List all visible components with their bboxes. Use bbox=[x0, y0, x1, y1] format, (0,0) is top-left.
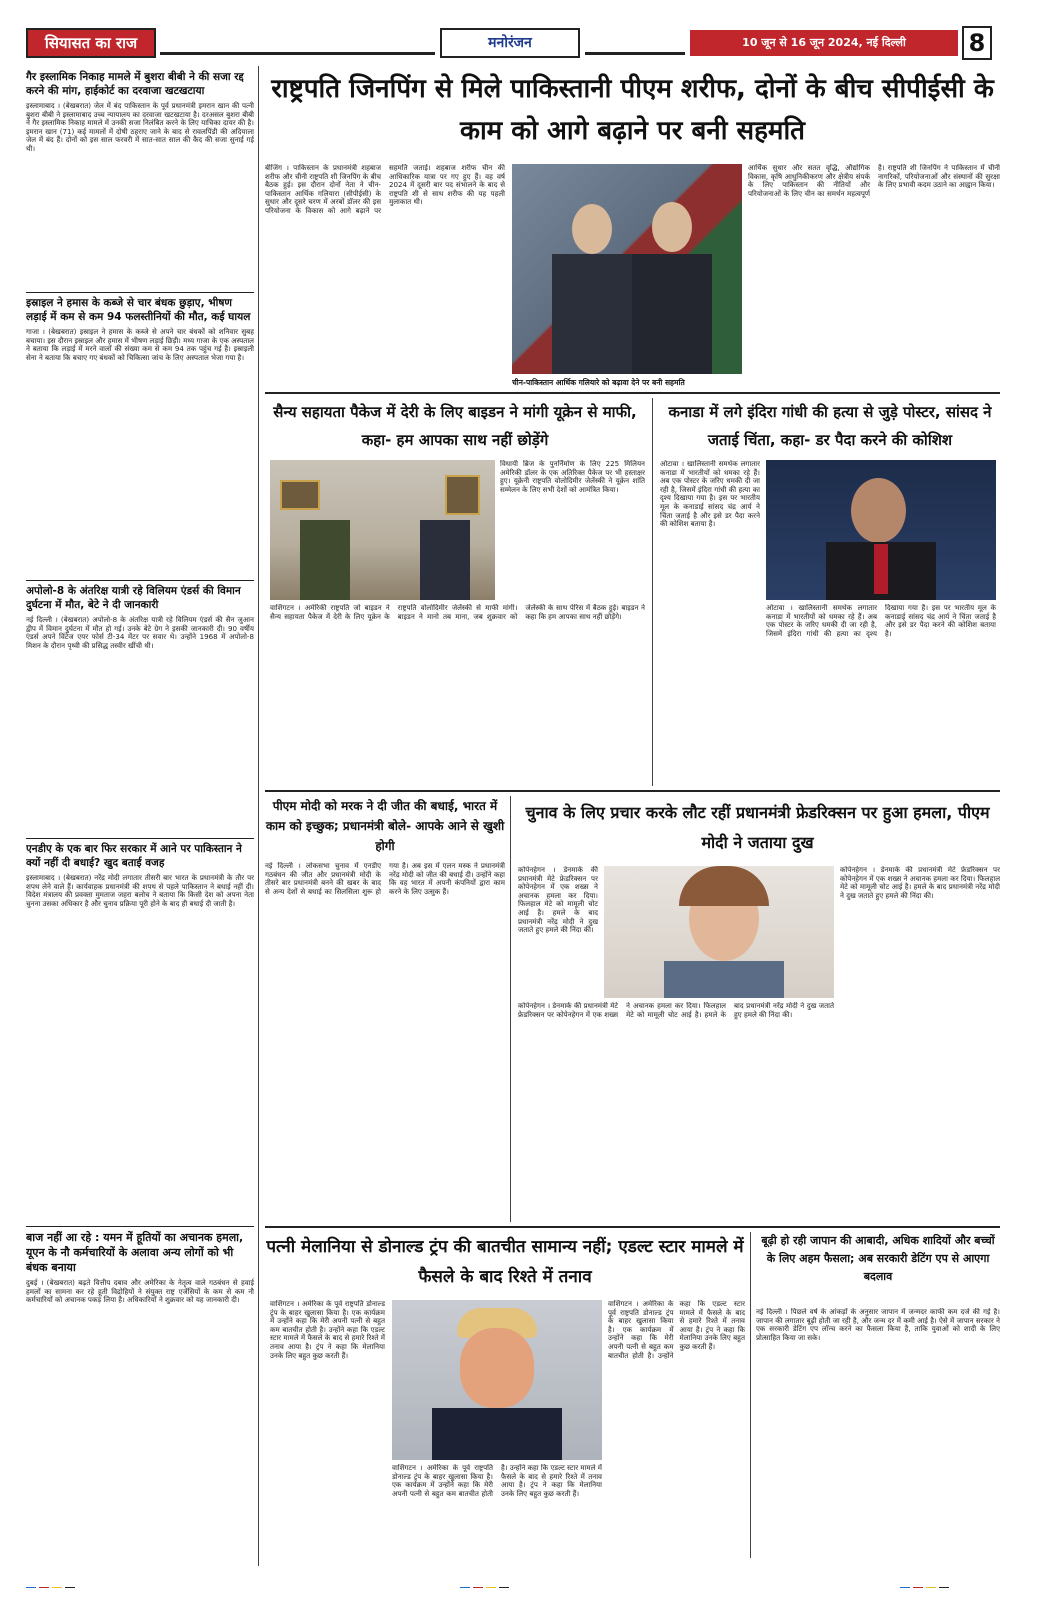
lower-rule bbox=[265, 1226, 1000, 1228]
pakistan-congrats-story bbox=[26, 842, 254, 1222]
trump-body3: वाशिंगटन । अमेरिका के पूर्व राष्ट्रपति डोनाल्ड ट्रंप के बाहर खुलासा किया है। एक कार्यक्रम में उन्होंने कहा कि मेरी अपनी पत्नी से बहुत कम बातचीत होती है। उन्होंने कहा कि एडल्ट स्टार मामले में फैसले के बाद से हमारे रिश्ते में तनाव आया है। ट्रंप ने कहा कि मेलानिया उनके लिए बहुत कुछ करती हैं। bbox=[608, 1300, 745, 1360]
lead-body-col2: आर्थिक सुधार और सतत वृद्धि, औद्योगिक विकास, कृषि आधुनिकीकरण और क्षेत्रीय संपर्क के लिए पाकिस्तान की नीतियों और परियोजनाओं के लिए चीन का समर्थन महत्वपूर्ण है। राष्ट्रपति शी जिनपिंग ने पाकिस्तान में चीनी नागरिकों, परियोजनाओं और संस्थानों की सुरक्षा के लिए प्रभावी कदम उठाने का आह्वान किया। bbox=[748, 164, 1000, 198]
ukraine-headline: सैन्य सहायता पैकेज में देरी के लिए बाइडन ने मांगी यूक्रेन से माफी, कहा- हम आपका साथ नहीं छोड़ेंगे bbox=[273, 403, 637, 449]
denmark-headline: चुनाव के लिए प्रचार करके लौट रहीं प्रधानमंत्री फ्रेडरिक्सन पर हुआ हमला, पीएम मोदी ने जताया दुख bbox=[525, 803, 990, 852]
frederiksen-photo bbox=[604, 866, 834, 998]
israel-story bbox=[26, 296, 254, 576]
left-rule-4 bbox=[26, 1226, 254, 1227]
footer-color-marks-left bbox=[26, 1578, 146, 1588]
ukraine-body: वाशिंगटन । अमेरिकी राष्ट्रपति जो बाइडन ने सैन्य सहायता पैकेज में देरी के लिए यूक्रेन के राष्ट्रपति वोलोदिमीर जेलेंस्की से माफी मांगी। बाइडन ने मानो तब माना, जब शुक्रवार को जेलेंस्की के साथ पेरिस में बैठक हुई। बाइडन ने कहा कि हम आपका साथ नहीं छोड़ेंगे। bbox=[270, 604, 645, 621]
indira-headline: कनाडा में लगे इंदिरा गांधी की हत्या से जुड़े पोस्टर, सांसद ने जताई चिंता, कहा- डर पैदा करने की कोशिश bbox=[668, 403, 992, 449]
ukraine-indira-divider bbox=[652, 398, 653, 786]
modi-denmark-divider bbox=[510, 796, 511, 1222]
bushra-story bbox=[26, 70, 254, 290]
apollo-body: नई दिल्ली । (बेखबरात) अपोलो-8 के अंतरिक्ष यात्री रहे विलियम एंडर्स की सैन जुआन द्वीप में विमान दुर्घटना में मौत हो गई। उनके बेटे ग्रेग ने इसकी जानकारी दी। 90 वर्षीय एंडर्स अपने विंटेज एयर फोर्स टी-34 मेंटर पर सवार थे। उन्होंने 1968 में अपोलो-8 मिशन के दौरान पृथ्वी की प्रसिद्ध तस्वीर खींची थी। bbox=[26, 615, 254, 650]
indira-body2: ओटावा । खालिस्तानी समर्थक लगातार कनाडा में भारतीयों को धमका रहे हैं। अब एक पोस्टर के जरिए धमकी दी जा रही है, जिसमें इंदिरा गांधी की हत्या का दृश्य दिखाया गया है। इस पर भारतीय मूल के कनाडाई सांसद चंद्र आर्य ने चिंता जताई है और इसे डर पैदा करने की कोशिश बताया है। bbox=[766, 604, 996, 638]
modi-mark-body: नई दिल्ली । लोकसभा चुनाव में एनडीए गठबंधन की जीत और प्रधानमंत्री मोदी के तीसरे बार प्रधानमंत्री बनने की खबर के बाद से अन्य देशों से बधाई का सिलसिला शुरू हो गया है। अब इस में एलन मस्क ने प्रधानमंत्री नरेंद्र मोदी को जीत की बधाई दी। उन्होंने कहा कि वह भारत में अपनी कंपनियों द्वारा काम करने के लिए उत्सुक हैं। bbox=[265, 862, 505, 896]
trump-japan-divider bbox=[750, 1232, 751, 1558]
israel-headline: इस्राइल ने हमास के कब्जे से चार बंधक छुड़ाए, भीषण लड़ाई में कम से कम 94 फलस्तीनियों की मौत, कई घायल bbox=[26, 297, 251, 323]
japan-body: नई दिल्ली । पिछले वर्ष के आंकड़ों के अनुसार जापान में जन्मदर काफी कम दर्ज की गई है। जापान की लगातार बूढ़ी होती जा रही है, और जन्म दर में कमी आई है। ऐसे में जापान सरकार ने एक सरकारी डेटिंग एप लॉन्च करने का फैसला किया है, ताकि युवाओं को शादी के लिए प्रोत्साहित किया जा सके। bbox=[756, 1308, 1000, 1342]
houthi-body: दुबई । (बेखबरात) बढ़ते वित्तीय दबाव और अमेरिका के नेतृत्व वाले गठबंधन से हवाई हमलों का सामना कर रहे हूती विद्रोहियों ने संयुक्त राष्ट्र एजेंसियों के कम से कम नौ कर्मचारियों को अचानक पकड़ लिया है। अधिकारियों ने शुक्रवार को यह जानकारी दी। bbox=[26, 1278, 254, 1305]
lead-body-col1: बीजिंग । पाकिस्तान के प्रधानमंत्री शहबाज शरीफ और चीनी राष्ट्रपति शी जिनपिंग के बीच बैठक हुई। इस दौरान दोनों नेता ने चीन-पाकिस्तान आर्थिक गलियारा (सीपीईसी) के सुधार और दूसरे चरण में अरबों डॉलर की इस परियोजना के विकास को आगे बढ़ाने पर सहमति जताई। शहबाज शरीफ चीन की आधिकारिक यात्रा पर गए हुए हैं। वह वर्ष 2024 में दूसरी बार पद संभालने के बाद से राष्ट्रपति शी से साथ शरीफ की यह पहली मुलाकात थी। bbox=[265, 164, 505, 215]
trump-body: वाशिंगटन । अमेरिका के पूर्व राष्ट्रपति डोनाल्ड ट्रंप के बाहर खुलासा किया है। एक कार्यक्रम में उन्होंने कहा कि मेरी अपनी पत्नी से बहुत कम बातचीत होती है। उन्होंने कहा कि एडल्ट स्टार मामले में फैसले के बाद से हमारे रिश्ते में तनाव आया है। ट्रंप ने कहा कि मेलानिया उनके लिए बहुत कुछ करती हैं। bbox=[270, 1300, 385, 1360]
trump-body2: वाशिंगटन । अमेरिका के पूर्व राष्ट्रपति डोनाल्ड ट्रंप के बाहर खुलासा किया है। एक कार्यक्रम में उन्होंने कहा कि मेरी अपनी पत्नी से बहुत कम बातचीत होती है। उन्होंने कहा कि एडल्ट स्टार मामले में फैसले के बाद से हमारे रिश्ते में तनाव आया है। ट्रंप ने कहा कि मेलानिया उनके लिए बहुत कुछ करती हैं। bbox=[392, 1464, 602, 1498]
apollo-headline: अपोलो-8 के अंतरिक्ष यात्री रहे विलियम एंडर्स की विमान दुर्घटना में मौत, बेटे ने दी जानकारी bbox=[26, 585, 241, 611]
bushra-body: इस्लामाबाद । (बेखबरात) जेल में बंद पाकिस्तान के पूर्व प्रधानमंत्री इमरान खान की पत्नी बुशरा बीबी ने इस्लामाबाद उच्च न्यायालय का दरवाजा खटखटाया है। दरअसल बुशरा बीबी ने गैर इस्लामिक निकाह मामले में उनकी सजा निलंबित करने के लिए याचिका दायर की है। इमरान खान (71) कई मामलों में दोषी ठहराए जाने के बाद से रावलपिंडी की अदियाला जेल में बंद हैं। दोनों को इस साल फरवरी में सात-सात साल की कैद की सजा सुनाई गई थी। bbox=[26, 101, 254, 153]
xi-sharif-photo bbox=[512, 164, 742, 374]
houthi-headline: बाज नहीं आ रहे : यमन में हूतियों का अचानक हमला, यूएन के नौ कर्मचारियों के अलावा अन्य लोगों को भी बंधक बनाया bbox=[26, 1231, 244, 1274]
bushra-headline: गैर इस्लामिक निकाह मामले में बुशरा बीबी ने की सजा रद्द करने की मांग, हाईकोर्ट का दरवाजा खटखटाया bbox=[26, 71, 244, 97]
ukraine-body2: विधायी ब्रिज के पुनर्निर्माण के लिए 225 मिलियन अमेरिकी डॉलर के एक अतिरिक्त पैकेज पर भी हस्ताक्षर हुए। यूक्रेनी राष्ट्रपति वोलोदिमीर जेलेंस्की ने यूक्रेन शांति सम्मेलन के लिए सभी देशों को आमंत्रित किया। bbox=[500, 460, 645, 494]
denmark-body3: कोपेनहेगन । डेनमार्क की प्रधानमंत्री मेटे फ्रेडरिक्सन पर कोपेनहेगन में एक शख्स ने अचानक हमला कर दिया। फिलहाल मेटे को मामूली चोट आई है। हमले के बाद प्रधानमंत्री नरेंद्र मोदी ने दुख जताते हुए हमले की निंदा की। bbox=[518, 1002, 834, 1019]
page-number: 8 bbox=[962, 26, 992, 60]
biden-zelensky-photo bbox=[270, 460, 495, 600]
masthead-rule-right bbox=[585, 52, 685, 55]
section-tab: मनोरंजन bbox=[440, 28, 580, 58]
japan-headline: बूढ़ी हो रही जापान की आबादी, अधिक शादियों और बच्चों के लिए अहम फैसला; अब सरकारी डेटिंग एप से आएगा बदलाव bbox=[761, 1234, 995, 1283]
lead-headline: राष्ट्रपति जिनपिंग से मिले पाकिस्तानी पीएम शरीफ, दोनों के बीच सीपीईसी के काम को आगे बढ़ाने पर बनी सहमति bbox=[271, 74, 994, 146]
pakistan-congrats-headline: एनडीए के एक बार फिर सरकार में आने पर पाकिस्तान ने क्यों नहीं दी बधाई? खुद बताई वजह bbox=[26, 843, 242, 869]
masthead-rule-left bbox=[160, 52, 435, 55]
houthi-story bbox=[26, 1230, 254, 1570]
trump-headline: पत्नी मेलानिया से डोनाल्ड ट्रंप की बातचीत सामान्य नहीं; एडल्ट स्टार मामले में फैसले के बाद रिश्ते में तनाव bbox=[266, 1237, 744, 1287]
indira-body: ओटावा । खालिस्तानी समर्थक लगातार कनाडा में भारतीयों को धमका रहे हैं। अब एक पोस्टर के जरिए धमकी दी जा रही है, जिसमें इंदिरा गांधी की हत्या का दृश्य दिखाया गया है। इस पर भारतीय मूल के कनाडाई सांसद चंद्र आर्य ने चिंता जताई है और इसे डर पैदा करने की कोशिश बताया है। bbox=[660, 460, 760, 529]
lead-photo-caption: चीन-पाकिस्तान आर्थिक गलियारे को बढ़ावा देने पर बनी सहमति bbox=[512, 378, 685, 387]
left-rule-1 bbox=[26, 292, 254, 293]
denmark-body: कोपेनहेगन । डेनमार्क की प्रधानमंत्री मेटे फ्रेडरिक्सन पर कोपेनहेगन में एक शख्स ने अचानक हमला कर दिया। फिलहाल मेटे को मामूली चोट आई है। हमले के बाद प्रधानमंत्री नरेंद्र मोदी ने दुख जताते हुए हमले की निंदा की। bbox=[518, 866, 598, 935]
footer-color-marks-mid bbox=[460, 1578, 580, 1588]
israel-body: गाजा । (बेखबरात) इस्राइल ने हमास के कब्जे से अपने चार बंधकों को शनिवार सुबह बचाया। इस दौरान इस्राइल और हमास में भीषण लड़ाई छिड़ी। मध्य गाजा के एक अस्पताल ने बताया कि लड़ाई में मरने वालों की संख्या कम से कम 94 तक पहुंच गई है। इस्राइली सेना ने बताया कि बचाए गए बंधकों को चिकित्सा जांच के लिए अस्पताल भेजा गया है। bbox=[26, 327, 254, 362]
lead-rule bbox=[265, 392, 1000, 394]
apollo-story bbox=[26, 584, 254, 834]
brand-logo: सियासत का राज bbox=[26, 28, 156, 58]
left-rule-3 bbox=[26, 838, 254, 839]
modi-mark-headline: पीएम मोदी को मरक ने दी जीत की बधाई, भारत में काम को इच्छुक; प्रधानमंत्री बोले- आपके आने से खुशी होगी bbox=[265, 799, 505, 853]
mid-rule bbox=[265, 790, 1000, 792]
footer-color-marks-right bbox=[900, 1578, 1020, 1588]
issue-date: 10 जून से 16 जून 2024, नई दिल्ली bbox=[690, 30, 958, 56]
pakistan-congrats-body: इस्लामाबाद । (बेखबरात) नरेंद्र मोदी लगातार तीसरी बार भारत के प्रधानमंत्री के तौर पर शपथ लेने वाले हैं। कार्यवाहक प्रधानमंत्री की शपथ से पहले पाकिस्तान ने बधाई नहीं दी। विदेश मंत्रालय की प्रवक्ता मुमताज जहरा बलोच ने बताया कि किसी देश को अपना नेता चुनना उसका अधिकार है और चुनाव प्रक्रिया पूरी होने के बाद ही बधाई दी जाती है। bbox=[26, 873, 254, 908]
denmark-body2: कोपेनहेगन । डेनमार्क की प्रधानमंत्री मेटे फ्रेडरिक्सन पर कोपेनहेगन में एक शख्स ने अचानक हमला कर दिया। फिलहाल मेटे को मामूली चोट आई है। हमले के बाद प्रधानमंत्री नरेंद्र मोदी ने दुख जताते हुए हमले की निंदा की। bbox=[840, 866, 1000, 900]
trump-photo bbox=[392, 1300, 602, 1460]
chandra-arya-photo bbox=[766, 460, 996, 600]
left-column-divider bbox=[258, 66, 259, 1566]
left-rule-2 bbox=[26, 580, 254, 581]
